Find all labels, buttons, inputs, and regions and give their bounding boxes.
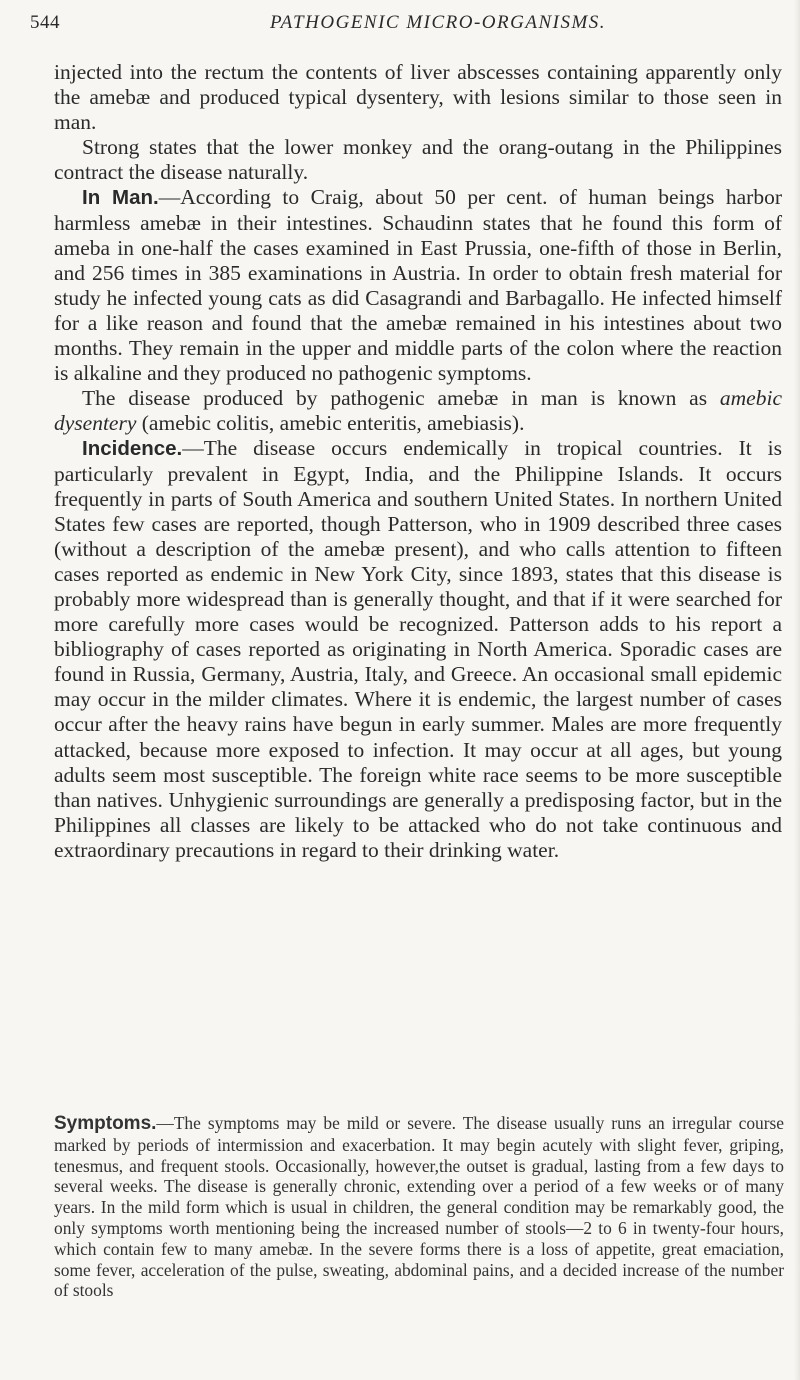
paragraph-in-man-text: —According to Craig, about 50 per cent. of human beings harbor harmless amebæ in their intestines. Schaudinn states that he found this form of ameba in one-half the cases examined in East Prussia, one-fifth of those in Berlin, and 256 times in 385 examinations in Austria. In order to obtain fresh material for study he infected young cats as did Casagrandi and Barbagallo. He infected himself for a like reason and found that the amebæ remained in his intestines about two months. They remain in the upper and middle parts of the colon where the reaction is alkaline and they produced no pathogenic symptoms.: [54, 185, 783, 386]
page-edge-shadow: [794, 0, 800, 1380]
paragraph-symptoms-text: —The symptoms may be mild or severe. The disease usually runs an irregular course marked by periods of intermission and exacerbation. It may begin acutely with slight fever, griping, tenesmus, and frequent stools. Occasionally, however,the outset is gradual, lasting from a few days to several weeks. The disease is generally chronic, extending over a period of a few weeks or of many years. In the mild form which is usual in children, the general condition may be remarkably good, the only symptoms worth mentioning being the increased number of stools—2 to 6 in twenty-four hours, which contain few to many amebæ. In the severe forms there is a loss of appetite, great emaciation, some fever, acceleration of the pulse, sweating, abdominal pains, and a decided increase of the number of stools: [54, 1113, 784, 1301]
emphasis-term: amebic dysentery: [54, 386, 782, 436]
running-title: PATHOGENIC MICRO-ORGANISMS.: [270, 12, 607, 33]
running-head: [30, 12, 770, 42]
paragraph-strong: Strong states that the lower monkey and the orang-outang in the Philippines contract the disease naturally.: [54, 135, 782, 185]
paragraph-in-man: [54, 185, 782, 386]
paragraph-text-b: (amebic colitis, amebic enteritis, amebiasis).: [136, 411, 525, 436]
paragraph-incidence: [54, 436, 782, 863]
paragraph-amebic-dysentery: [54, 386, 782, 436]
page-number: 544: [30, 12, 60, 33]
run-in-heading-symptoms: Symptoms.: [54, 1113, 157, 1134]
paragraph-continuation: injected into the rectum the contents of liver abscesses containing apparently only the amebæ and produced typical dysentery, with lesions similar to those seen in man.: [54, 60, 782, 135]
paragraph-text-a: The disease produced by pathogenic amebæ in man is known as: [82, 386, 720, 411]
symptoms-section: [54, 1113, 784, 1301]
run-in-heading-incidence: Incidence.: [82, 437, 183, 461]
main-text: [54, 60, 782, 863]
paragraph-incidence-text: —The disease occurs endemically in tropical countries. It is particularly prevalent in Egypt, India, and the Philippine Islands. It occurs frequently in parts of South America and southern United States. In northern United States few cases are reported, though Patterson, who in 1909 described three cases (without a description of the amebæ present), and who calls attention to fifteen cases reported as endemic in New York City, since 1893, states that this disease is probably more widespread than is generally thought, and that if it were searched for more carefully more cases would be recognized. Patterson adds to his report a bibliography of cases reported as originating in North America. Sporadic cases are found in Russia, Germany, Austria, Italy, and Greece. An occasional small epidemic may occur in the milder climates. Where it is endemic, the largest number of cases occur after the heavy rains have begun in early summer. Males are more frequently attacked, because more exposed to infection. It may occur at all ages, but young adults seem most susceptible. The foreign white race seems to be more susceptible than natives. Unhygienic surroundings are generally a predisposing factor, but in the Philippines all classes are likely to be attacked who do not take continuous and extraordinary precautions in regard to their drinking water.: [54, 436, 782, 862]
paragraph-symptoms: [54, 1113, 784, 1301]
run-in-heading-in-man: In Man.: [82, 186, 159, 210]
